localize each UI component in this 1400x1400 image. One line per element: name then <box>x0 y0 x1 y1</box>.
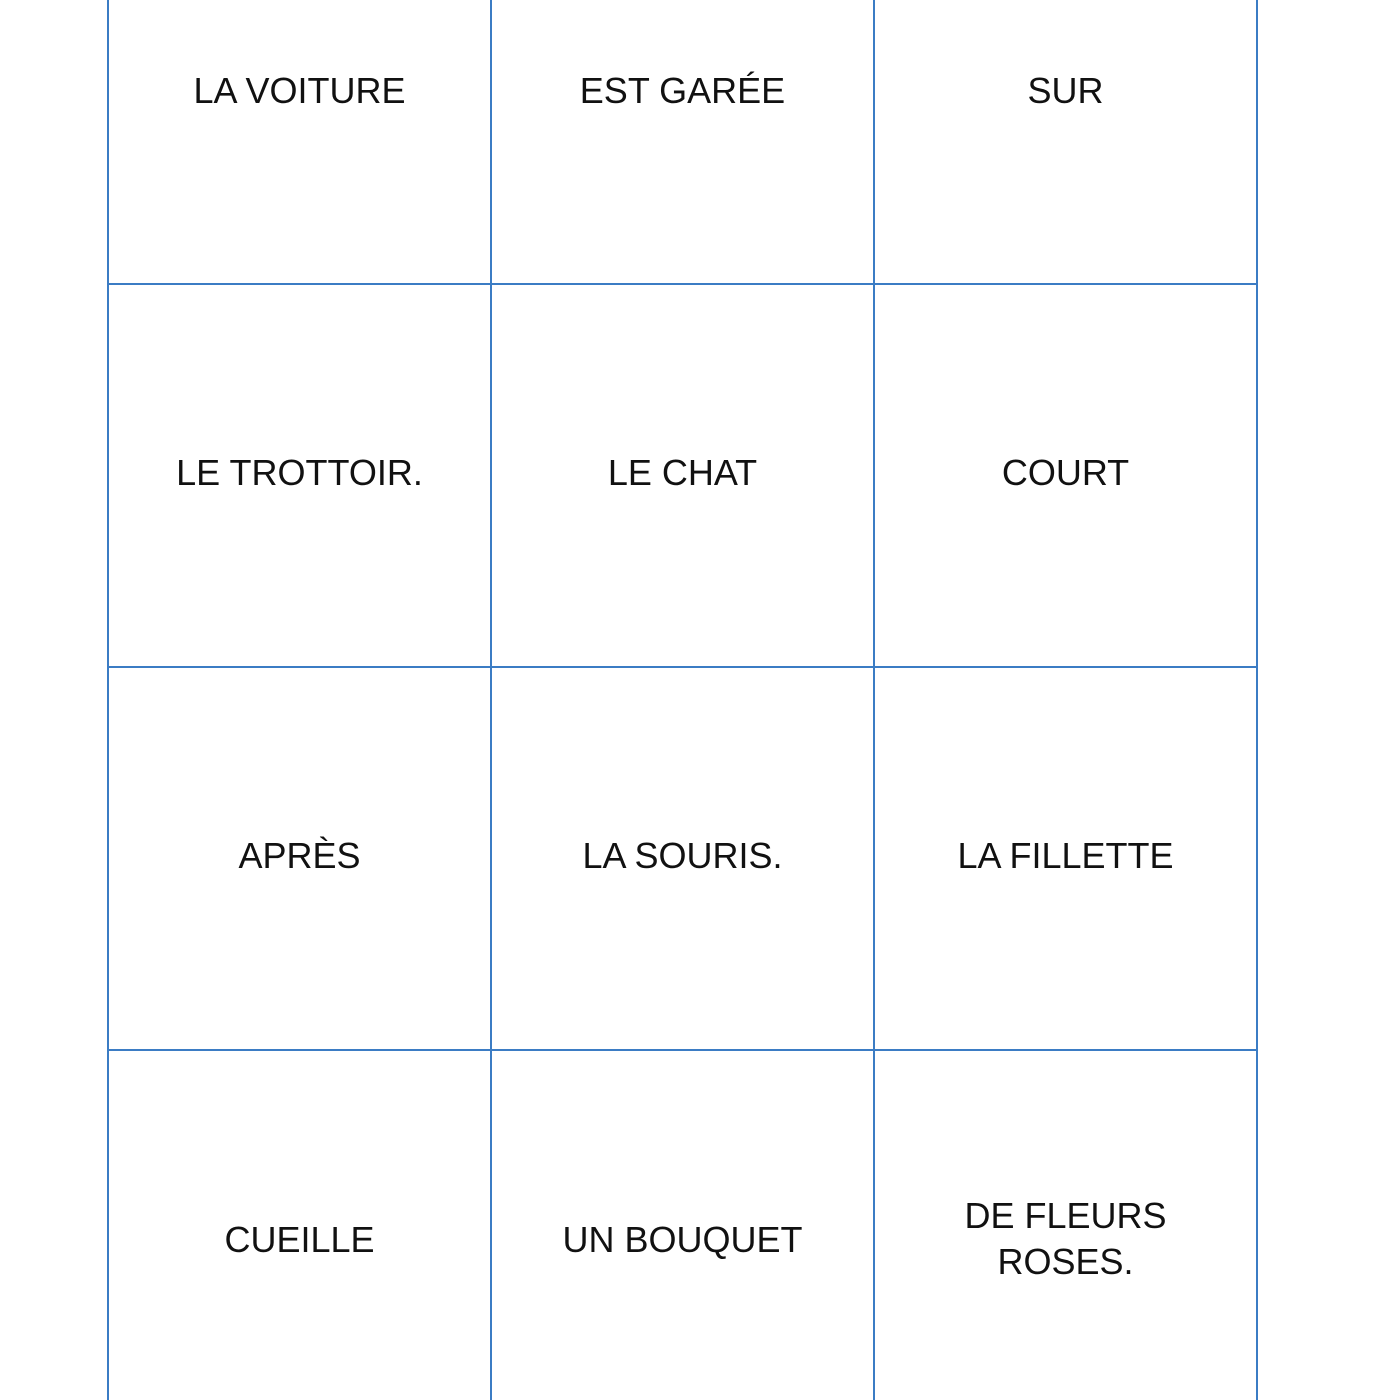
word-card <box>874 450 1257 496</box>
word-card-text: LA VOITURE <box>193 70 406 111</box>
word-card <box>108 450 491 496</box>
word-card-text: UN BOUQUET <box>562 1219 803 1260</box>
word-card-text: LA SOURIS. <box>582 835 783 876</box>
word-card <box>108 833 491 879</box>
word-card-text: CUEILLE <box>224 1219 375 1260</box>
word-card-text: APRÈS <box>238 835 361 876</box>
word-card-text: LA FILLETTE <box>957 835 1174 876</box>
grid-line-vertical <box>490 0 492 1400</box>
word-card-text: DE FLEURS ROSES. <box>964 1195 1167 1282</box>
grid-line-vertical <box>107 0 109 1400</box>
word-card <box>491 450 874 496</box>
word-card-text: SUR <box>1027 70 1104 111</box>
word-card-text: LE CHAT <box>607 452 758 493</box>
word-card <box>874 1193 1257 1285</box>
word-card <box>874 68 1257 114</box>
word-card-text: LE TROTTOIR. <box>176 452 423 493</box>
word-card <box>108 1217 491 1263</box>
word-card <box>491 833 874 879</box>
word-card <box>108 68 491 114</box>
grid-line-vertical <box>873 0 875 1400</box>
word-card-text: COURT <box>1001 452 1130 493</box>
word-card-text: EST GARÉE <box>579 70 786 111</box>
word-card <box>491 1217 874 1263</box>
grid-line-horizontal <box>107 283 1258 285</box>
grid-line-horizontal <box>107 1049 1258 1051</box>
word-card <box>874 833 1257 879</box>
grid-line-horizontal <box>107 666 1258 668</box>
word-card <box>491 68 874 114</box>
grid-line-vertical <box>1256 0 1258 1400</box>
